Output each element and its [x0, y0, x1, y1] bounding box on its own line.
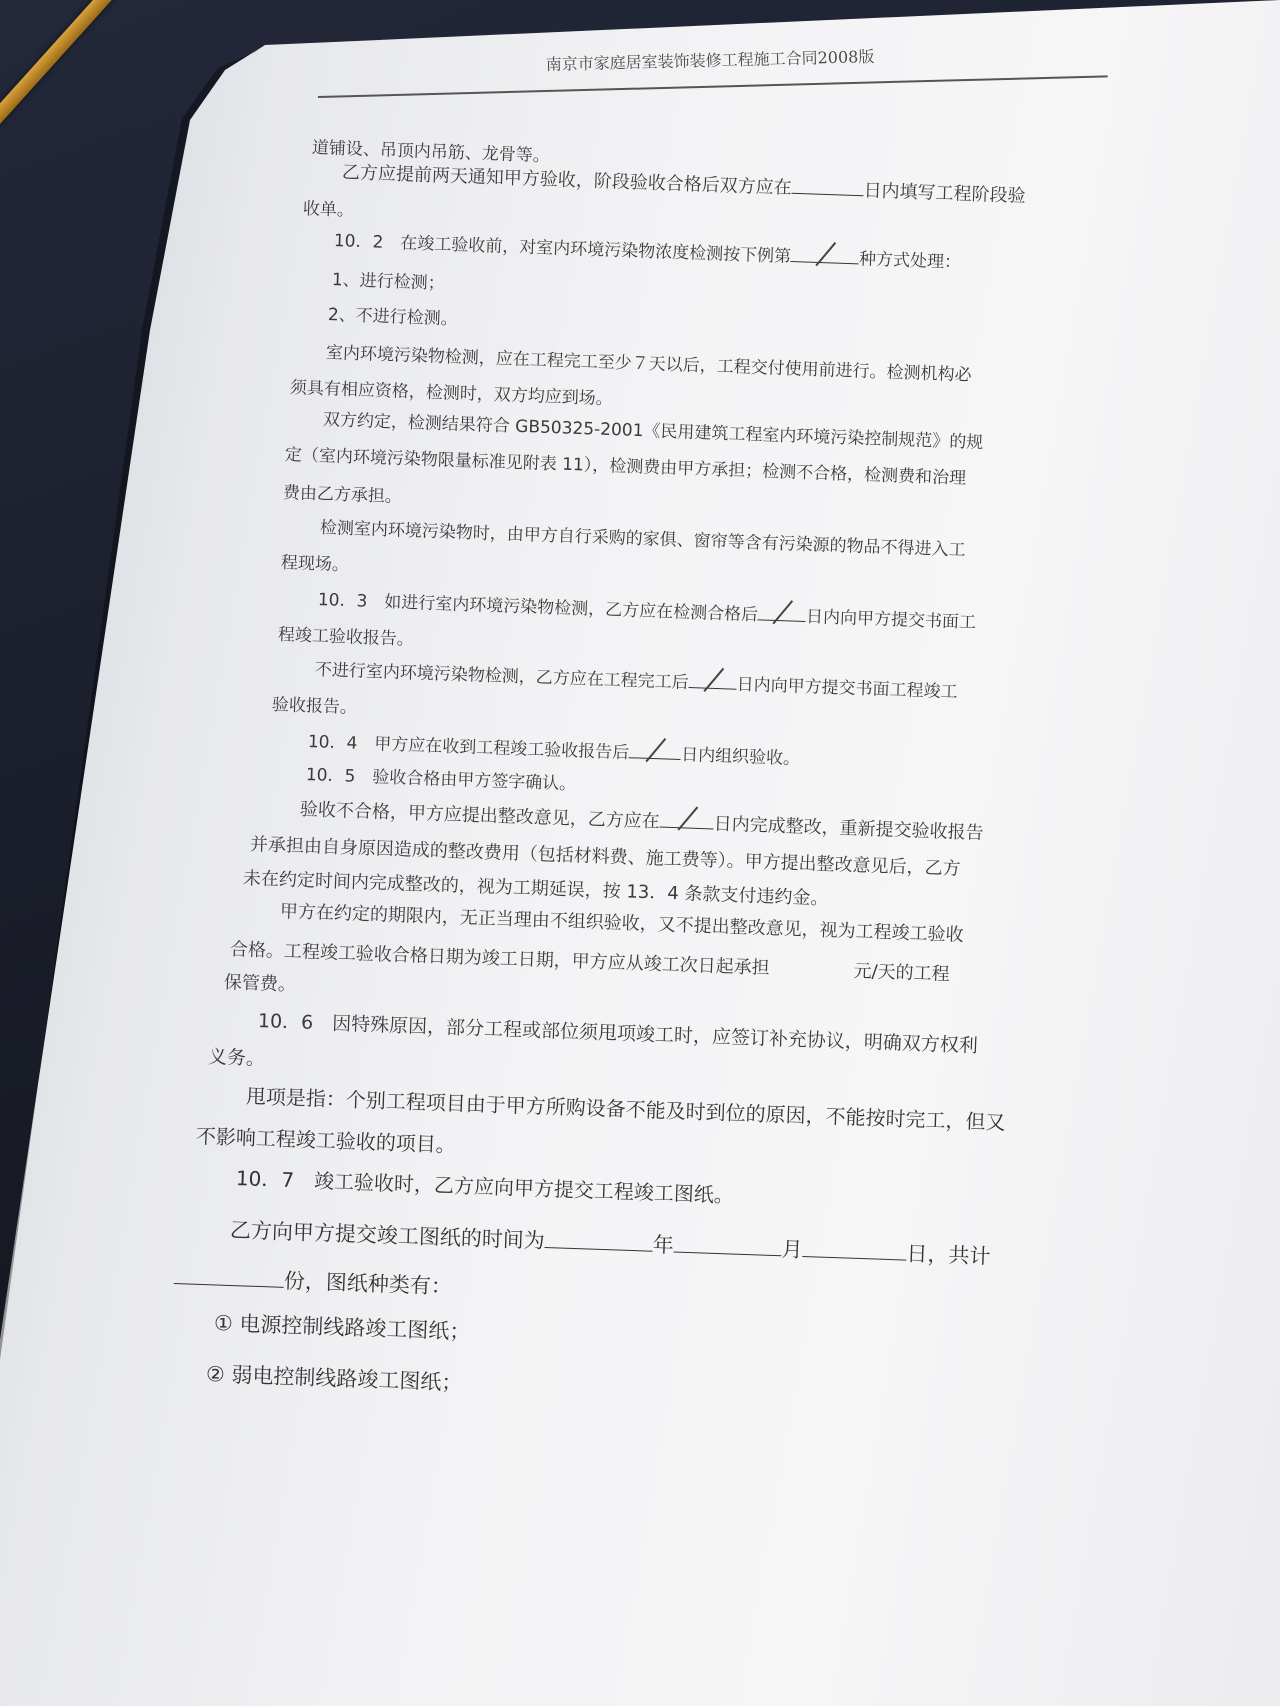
- handwritten-slash-mark: [773, 600, 794, 624]
- fill-blank: [174, 1262, 285, 1288]
- handwritten-slash-mark: [646, 738, 667, 762]
- text-line: 双方约定，检测结果符合 GB50325-2001《民用建筑工程室内环境污染控制规范》的规: [322, 410, 984, 454]
- document-header-title: 南京市家庭居室装饰装修工程施工合同2008版: [545, 46, 875, 75]
- text-line: 验收不合格，甲方应提出整改意见，乙方应在 日内完成整改，重新提交验收报告: [299, 799, 984, 844]
- handwritten-slash-mark: [816, 242, 837, 266]
- text-line: 份，图纸种类有：: [173, 1261, 452, 1301]
- fill-blank: [689, 670, 738, 690]
- text-line: 室内环境污染物检测，应在工程完工至少７天以后，工程交付使用前进行。检测机构必: [325, 343, 972, 386]
- text-line: 须具有相应资格，检测时，双方均应到场。: [289, 378, 614, 410]
- text-line: 乙方向甲方提交竣工图纸的时间为 年 月 日，共计: [229, 1218, 991, 1269]
- text-line: 程竣工验收报告。: [277, 625, 415, 650]
- text-line: 甲方在约定的期限内，无正当理由不组织验收，又不提出整改意见，视为工程竣工验收: [279, 901, 964, 946]
- text-line: 10．5 验收合格由甲方签字确认。: [305, 765, 577, 795]
- text-line: 定（室内环境污染物限量标准见附表 11），检测费由甲方承担；检测不合格，检测费和治理: [284, 445, 967, 489]
- fill-blank: [629, 740, 682, 760]
- handwritten-slash-mark: [703, 668, 724, 692]
- fill-blank: [673, 1231, 782, 1257]
- fill-blank: [802, 1235, 907, 1261]
- fill-blank: [758, 602, 807, 622]
- fill-blank: [660, 809, 715, 830]
- text-line: 不影响工程竣工验收的项目。: [195, 1124, 457, 1158]
- text-line: 合格。工程竣工验收合格日期为竣工日期，甲方应从竣工次日起承担 元/天的工程: [229, 939, 950, 986]
- text-line: 验收报告。: [271, 695, 358, 718]
- text-line: 义务。: [207, 1046, 266, 1070]
- list-item: ① 电源控制线路竣工图纸；: [213, 1311, 471, 1344]
- text-line: 甩项是指：个别工程项目由于甲方所购设备不能及时到位的原因，不能按时完工，但又: [245, 1084, 1006, 1135]
- text-line: 并承担由自身原因造成的整改费用（包括材料费、施工费等）。甲方提出整改意见后，乙方: [249, 834, 961, 880]
- fill-blank: [769, 974, 853, 977]
- text-line: 10．3 如进行室内环境污染物检测，乙方应在检测合格后 日内向甲方提交书面工: [317, 590, 977, 633]
- text-line: 10．4 甲方应在收到工程竣工验收报告后 日内组织验收。: [307, 732, 801, 770]
- fill-blank: [545, 1226, 654, 1252]
- list-item: ② 弱电控制线路竣工图纸；: [205, 1362, 463, 1395]
- text-line: 乙方应提前两天通知甲方验收，阶段验收合格后双方应在 日内填写工程阶段验: [341, 162, 1026, 207]
- text-line: 程现场。: [280, 553, 350, 576]
- text-line: 10．7 竣工验收时，乙方应向甲方提交工程竣工图纸。: [235, 1166, 735, 1208]
- text-line: 2、不进行检测。: [327, 305, 459, 330]
- text-line: 未在约定时间内完成整改的，视为工期延误，按 13．4 条款支付违约金。: [242, 868, 829, 910]
- text-line: 收单。: [302, 199, 355, 221]
- text-line: 道铺设、吊顶内吊筋、龙骨等。: [311, 138, 551, 167]
- text-line: 10．2 在竣工验收前，对室内环境污染物浓度检测按下例第 种方式处理：: [333, 231, 962, 273]
- handwritten-slash-mark: [677, 806, 698, 830]
- text-line: 检测室内环境污染物时，由甲方自行采购的家俱、窗帘等含有污染源的物品不得进入工: [319, 518, 966, 561]
- fill-blank: [791, 175, 864, 197]
- text-line: 10．6 因特殊原因，部分工程或部位须甩项竣工时，应签订补充协议，明确双方权利: [257, 1010, 979, 1058]
- fill-blank: [791, 244, 860, 264]
- text-line: 1、进行检测；: [331, 270, 446, 294]
- text-line: 费由乙方承担。: [282, 483, 403, 508]
- text-line: 不进行室内环境污染物检测，乙方应在工程完工后 日内向甲方提交书面工程竣工: [314, 660, 958, 703]
- text-line: 保管费。: [223, 972, 297, 996]
